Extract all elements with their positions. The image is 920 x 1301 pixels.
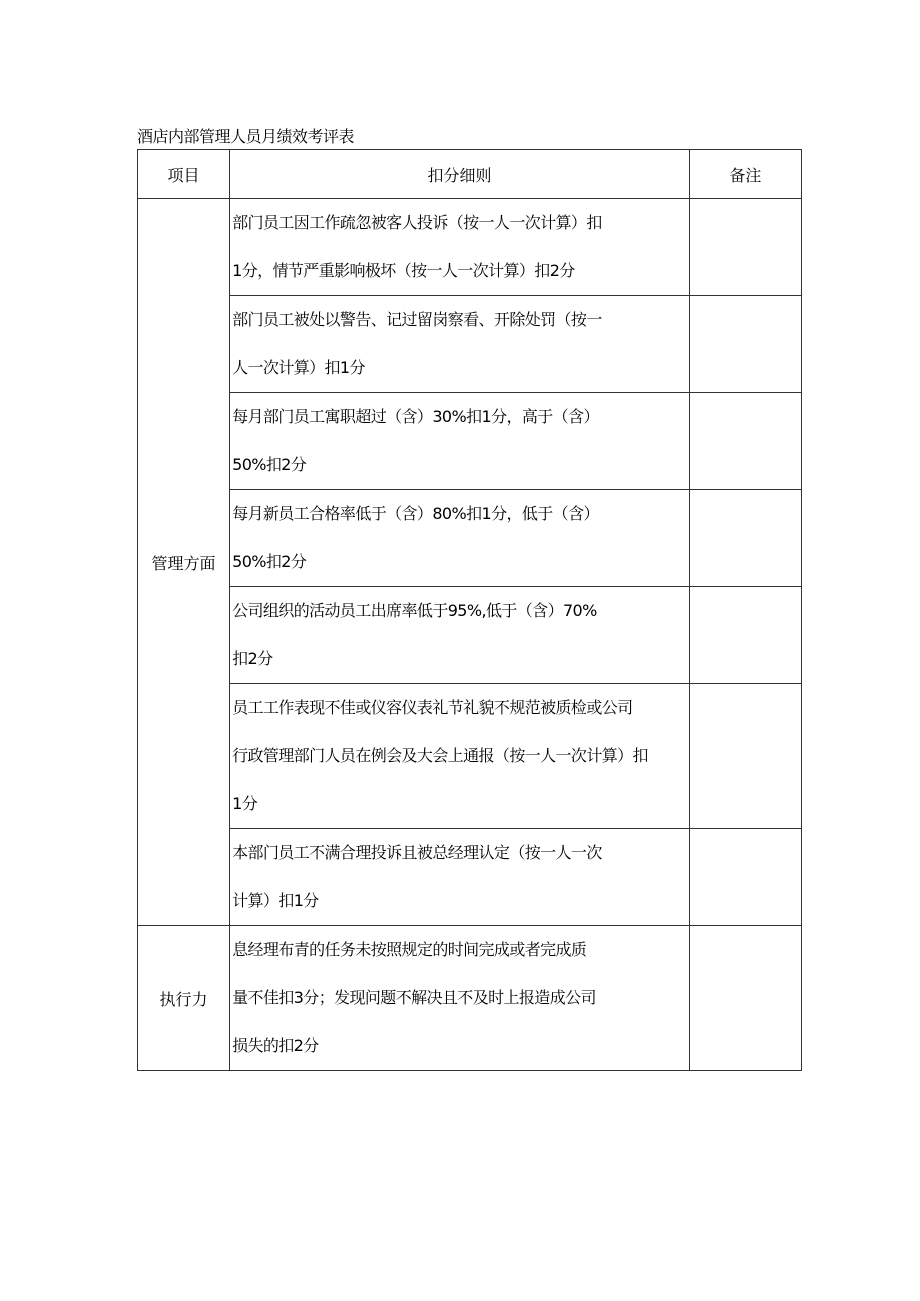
table-row: [138, 393, 802, 490]
detail-line: 计算）扣1分: [232, 891, 319, 910]
detail-line: 人一次计算）扣1分: [232, 358, 365, 377]
remark-cell: [689, 926, 801, 1071]
detail-line: 1分: [232, 794, 258, 813]
remark-cell: [689, 199, 801, 296]
header-remark: 备注: [689, 150, 801, 199]
table-row: [138, 296, 802, 393]
deduction-detail: [230, 684, 690, 829]
detail-line: 损失的扣2分: [232, 1036, 319, 1055]
detail-line: 1分，情节严重影响极坏（按一人一次计算）扣2分: [232, 261, 575, 280]
remark-cell: [689, 829, 801, 926]
detail-line: 行政管理部门人员在例会及大会上通报（按一人一次计算）扣: [232, 746, 648, 765]
detail-line: 每月新员工合格率低于（含）80%扣1分，低于（含）: [232, 504, 599, 523]
table-row: [138, 587, 802, 684]
header-detail: 扣分细则: [230, 150, 690, 199]
deduction-detail: [230, 393, 690, 490]
table-row: [138, 926, 802, 1071]
detail-line: 50%扣2分: [232, 455, 307, 474]
category-execution: 执行力: [138, 926, 230, 1071]
remark-cell: [689, 393, 801, 490]
table-row: [138, 829, 802, 926]
detail-line: 部门员工被处以警告、记过留岗察看、开除处罚（按一: [232, 310, 602, 329]
detail-line: 息经理布青的任务未按照规定的时间完成或者完成质: [232, 940, 587, 959]
detail-line: 本部门员工不满合理投诉且被总经理认定（按一人一次: [232, 843, 602, 862]
table-row: [138, 490, 802, 587]
deduction-detail: [230, 296, 690, 393]
deduction-detail: [230, 199, 690, 296]
table-row: [138, 684, 802, 829]
detail-line: 量不佳扣3分；发现问题不解决且不及时上报造成公司: [232, 988, 596, 1007]
header-item: 项目: [138, 150, 230, 199]
detail-line: 50%扣2分: [232, 552, 307, 571]
deduction-detail: [230, 490, 690, 587]
table-row: [138, 199, 802, 296]
detail-line: 员工工作表现不佳或仪容仪表礼节礼貌不规范被质检或公司: [232, 698, 633, 717]
category-management: 管理方面: [138, 199, 230, 926]
remark-cell: [689, 587, 801, 684]
remark-cell: [689, 296, 801, 393]
table-header-row: [138, 150, 802, 199]
deduction-detail: [230, 587, 690, 684]
deduction-detail: [230, 829, 690, 926]
remark-cell: [689, 684, 801, 829]
evaluation-table: [137, 149, 802, 1071]
detail-line: 公司组织的活动员工出席率低于95%,低于（含）70%: [232, 601, 597, 620]
detail-line: 每月部门员工寓职超过（含）30%扣1分，高于（含）: [232, 407, 599, 426]
detail-line: 部门员工因工作疏忽被客人投诉（按一人一次计算）扣: [232, 213, 602, 232]
remark-cell: [689, 490, 801, 587]
document-title: 酒店内部管理人员月绩效考评表: [137, 127, 355, 146]
detail-line: 扣2分: [232, 649, 273, 668]
deduction-detail: [230, 926, 690, 1071]
